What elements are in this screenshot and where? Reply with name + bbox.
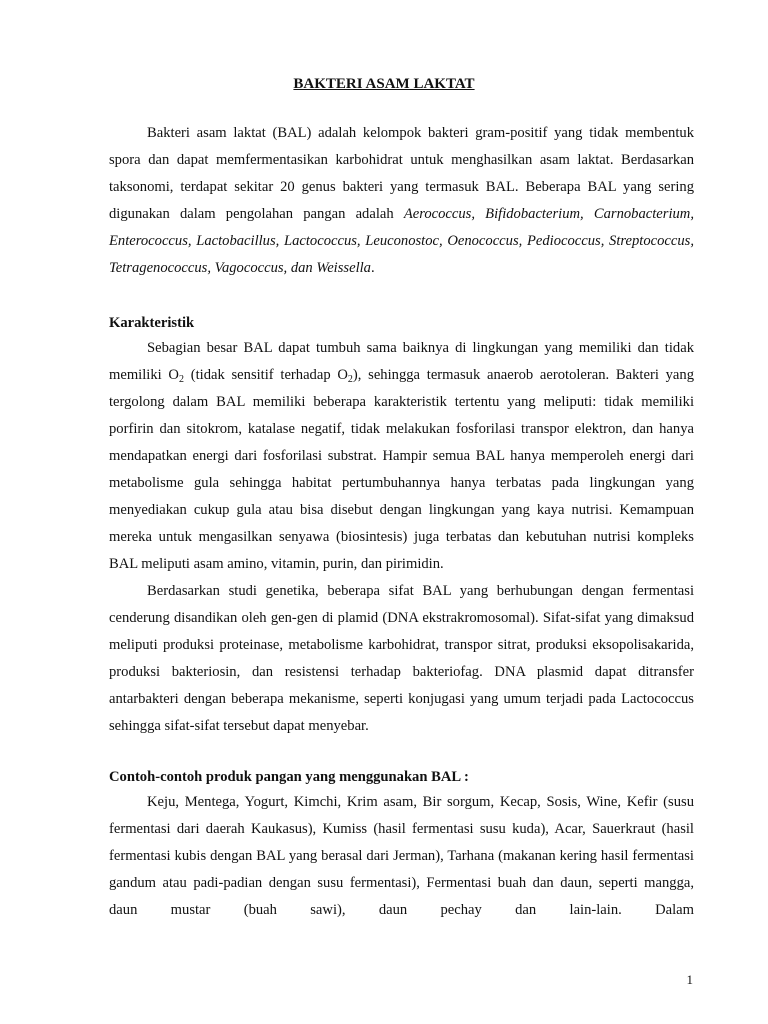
intro-genera-list: Aerococcus, Bifidobacterium, Carnobacterium, Enterococcus, Lactobacillus, Lactococcus, Leuconostoc, Oenococcus, Pediococcus, Streptococcus, Tetragenococcus, Vagococcus, dan Weissella bbox=[109, 206, 694, 276]
intro-text: Bakteri asam laktat (BAL) adalah kelompok bakteri gram-positif yang tidak membentuk spora dan dapat memfermentasikan karbohidrat untuk menghasilkan asam laktat. Berdasarkan taksonomi, terdapat sekitar 20 genus bakteri yang termasuk BAL. Beberapa BAL yang sering digunakan dalam pengolahan pangan adalah bbox=[109, 125, 694, 222]
karakteristik-p1-part3: ), sehingga termasuk anaerob aerotoleran. Bakteri yang tergolong dalam BAL memiliki beberapa karakteristik tertentu yang meliputi: tidak memiliki porfirin dan sitokrom, katalase negatif, tidak melakukan fosforilasi transpor elektron, dan hanya mendapatkan energi dari fosforilasi substrat. Hampir semua BAL hanya memperoleh energi dari metabolisme gula sehingga habitat pertumbuhannya hanya terbatas pada lingkungan yang menyediakan cukup gula atau bisa disebut dengan lingkungan yang kaya nutrisi. Kemampuan mereka untuk mengasilkan senyawa (biosintesis) juga terbatas dan kebutuhan nutrisi kompleks BAL meliputi asam amino, vitamin, purin, dan pirimidin. bbox=[109, 367, 694, 572]
document-title: BAKTERI ASAM LAKTAT bbox=[293, 76, 475, 92]
heading-contoh-produk: Contoh-contoh produk pangan yang menggunakan BAL : bbox=[109, 769, 469, 785]
karakteristik-p1-part1: Sebagian besar BAL dapat tumbuh sama baiknya di lingkungan yang memiliki dan tidak memiliki O bbox=[109, 340, 694, 383]
contoh-paragraph-1: Keju, Mentega, Yogurt, Kimchi, Krim asam, Bir sorgum, Kecap, Sosis, Wine, Kefir (susu fermentasi dari daerah Kaukasus), Kumiss (hasil fermentasi susu kuda), Acar, Sauerkraut (hasil fermentasi kubis dengan BAL yang berasal dari Jerman), Tarhana (makanan kering hasil fermentasi gandum atau padi-padian dengan susu fermentasi), Fermentasi buah dan daun, seperti mangga, daun mustar (buah sawi), daun pechay dan lain-lain. Dalam bbox=[109, 794, 694, 918]
o2-subscript-1: 2 bbox=[178, 374, 184, 385]
o2-subscript-2: 2 bbox=[347, 374, 353, 385]
contoh-block bbox=[109, 789, 694, 924]
intro-paragraph-block bbox=[109, 120, 694, 282]
karakteristik-p1-part2: (tidak sensitif terhadap O bbox=[183, 367, 348, 383]
karakteristik-block bbox=[109, 335, 694, 740]
intro-paragraph bbox=[109, 120, 694, 282]
karakteristik-paragraph-2: Berdasarkan studi genetika, beberapa sifat BAL yang berhubungan dengan fermentasi cenderung disandikan oleh gen-gen di plamid (DNA ekstrakromosomal). Sifat-sifat yang dimaksud meliputi produksi proteinase, metabolisme karbohidrat, transpor sitrat, produksi eksopolisakarida, produksi bakteriosin, dan resistensi terhadap bakteriofag. DNA plasmid dapat ditransfer antarbakteri dengan beberapa mekanisme, seperti konjugasi yang umum terjadi pada Lactococcus sehingga sifat-sifat tersebut dapat menyebar. bbox=[109, 583, 694, 734]
intro-end: . bbox=[370, 260, 375, 276]
page-number: 1 bbox=[686, 972, 693, 987]
karakteristik-paragraph-1 bbox=[109, 335, 694, 578]
heading-karakteristik: Karakteristik bbox=[109, 315, 195, 331]
